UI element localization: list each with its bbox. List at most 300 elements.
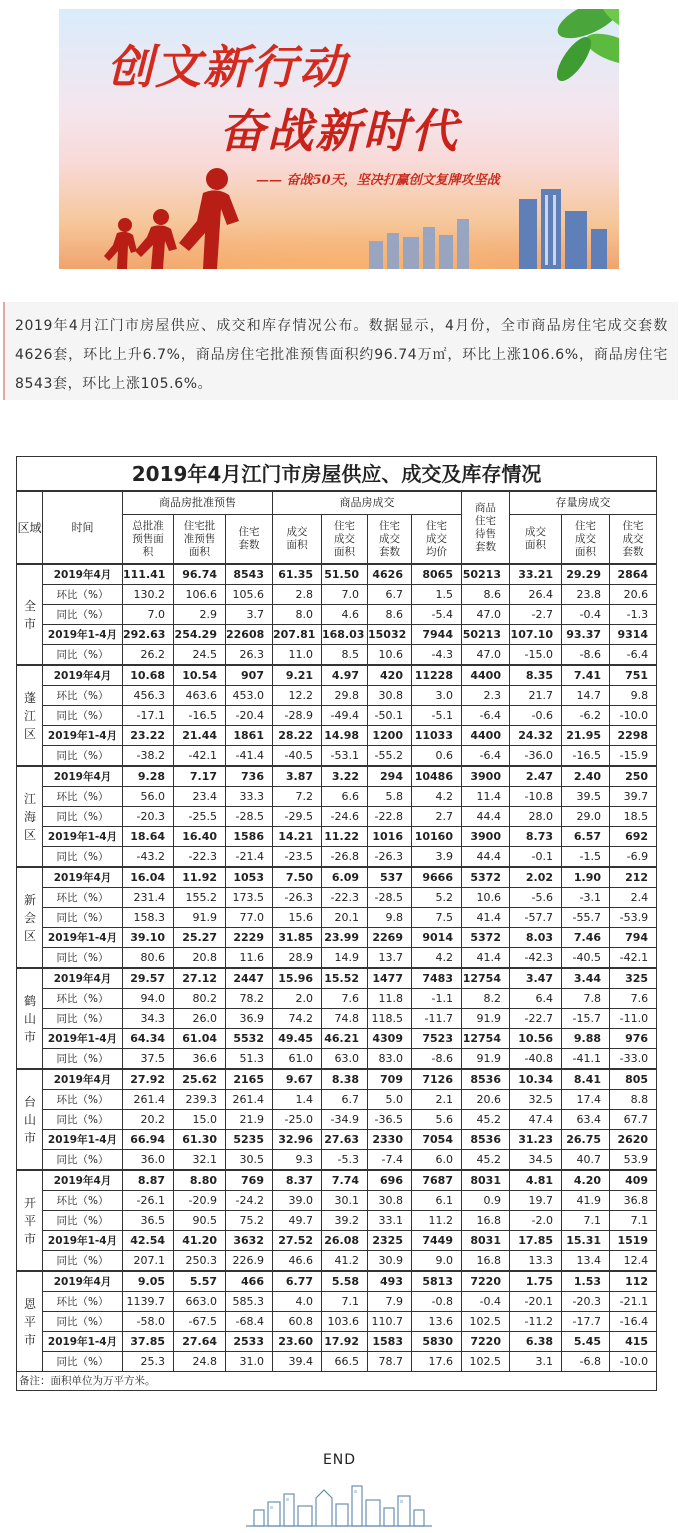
value-cell: 692: [610, 827, 657, 847]
value-cell: 2864: [610, 564, 657, 585]
value-cell: 9.8: [368, 908, 412, 928]
value-cell: 7.8: [562, 989, 610, 1009]
value-cell: 10.56: [510, 1029, 562, 1049]
value-cell: -17.7: [562, 1312, 610, 1332]
table-row: [17, 1312, 657, 1332]
value-cell: 0.6: [412, 746, 462, 767]
table-row: [17, 1332, 657, 1352]
value-cell: -15.9: [610, 746, 657, 767]
region-cell: 新会区: [17, 867, 43, 968]
value-cell: 21.9: [226, 1110, 273, 1130]
value-cell: 21.7: [510, 686, 562, 706]
value-cell: 130.2: [123, 585, 174, 605]
header-col: 住宅批准预售面积: [174, 515, 226, 565]
value-cell: 30.9: [368, 1251, 412, 1272]
value-cell: -3.1: [562, 888, 610, 908]
value-cell: 67.7: [610, 1110, 657, 1130]
value-cell: 6.57: [562, 827, 610, 847]
value-cell: 91.9: [462, 1049, 510, 1070]
value-cell: 105.6: [226, 585, 273, 605]
value-cell: 4626: [368, 564, 412, 585]
value-cell: 8.87: [123, 1170, 174, 1191]
value-cell: -38.2: [123, 746, 174, 767]
banner-image: [59, 9, 619, 269]
value-cell: 25.27: [174, 928, 226, 948]
value-cell: -20.3: [123, 807, 174, 827]
value-cell: -0.8: [412, 1292, 462, 1312]
row-label: 同比（%）: [43, 1049, 123, 1070]
value-cell: 7.6: [610, 989, 657, 1009]
value-cell: -20.1: [510, 1292, 562, 1312]
value-cell: 4.2: [412, 948, 462, 969]
value-cell: 11.4: [462, 787, 510, 807]
value-cell: 36.5: [123, 1211, 174, 1231]
value-cell: 3.47: [510, 968, 562, 989]
value-cell: 1.75: [510, 1271, 562, 1292]
row-label: 2019年4月: [43, 564, 123, 585]
value-cell: 36.8: [610, 1191, 657, 1211]
value-cell: 463.6: [174, 686, 226, 706]
value-cell: 8.6: [368, 605, 412, 625]
value-cell: -25.5: [174, 807, 226, 827]
value-cell: 25.3: [123, 1352, 174, 1372]
value-cell: -20.4: [226, 706, 273, 726]
intro-box: [3, 302, 678, 400]
value-cell: 7.6: [322, 989, 368, 1009]
value-cell: 16.8: [462, 1251, 510, 1272]
header-col: 住宅套数: [226, 515, 273, 565]
value-cell: -11.7: [412, 1009, 462, 1029]
value-cell: -17.1: [123, 706, 174, 726]
value-cell: 66.94: [123, 1130, 174, 1150]
value-cell: -22.3: [322, 888, 368, 908]
value-cell: 7.50: [273, 867, 322, 888]
value-cell: -8.6: [562, 645, 610, 666]
value-cell: 585.3: [226, 1292, 273, 1312]
value-cell: 61.30: [174, 1130, 226, 1150]
table-row: [17, 1090, 657, 1110]
row-label: 环比（%）: [43, 989, 123, 1009]
value-cell: 46.21: [322, 1029, 368, 1049]
row-label: 2019年1-4月: [43, 928, 123, 948]
table-row: [17, 888, 657, 908]
value-cell: 39.4: [273, 1352, 322, 1372]
value-cell: -5.1: [412, 706, 462, 726]
value-cell: -10.0: [610, 1352, 657, 1372]
value-cell: 7.1: [610, 1211, 657, 1231]
table-row: [17, 1352, 657, 1372]
value-cell: 45.2: [462, 1150, 510, 1171]
table-title: 2019年4月江门市房屋供应、成交及库存情况: [17, 457, 657, 492]
leaf-icon: [519, 9, 619, 99]
value-cell: 106.6: [174, 585, 226, 605]
value-cell: 261.4: [226, 1090, 273, 1110]
row-label: 2019年4月: [43, 867, 123, 888]
value-cell: 8065: [412, 564, 462, 585]
value-cell: 751: [610, 665, 657, 686]
value-cell: -8.6: [412, 1049, 462, 1070]
value-cell: 1586: [226, 827, 273, 847]
value-cell: 8.5: [322, 645, 368, 666]
value-cell: -22.7: [510, 1009, 562, 1029]
value-cell: 90.5: [174, 1211, 226, 1231]
value-cell: 2298: [610, 726, 657, 746]
value-cell: 12.4: [610, 1251, 657, 1272]
value-cell: 5372: [462, 867, 510, 888]
value-cell: -22.3: [174, 847, 226, 868]
value-cell: -42.3: [510, 948, 562, 969]
value-cell: 77.0: [226, 908, 273, 928]
value-cell: 37.85: [123, 1332, 174, 1352]
table-row: [17, 1029, 657, 1049]
value-cell: 9.88: [562, 1029, 610, 1049]
table-row: [17, 847, 657, 868]
value-cell: -6.9: [610, 847, 657, 868]
value-cell: 207.81: [273, 625, 322, 645]
value-cell: -15.0: [510, 645, 562, 666]
value-cell: 537: [368, 867, 412, 888]
value-cell: -6.4: [610, 645, 657, 666]
value-cell: 0.9: [462, 1191, 510, 1211]
header-group-deal: 商品房成交: [273, 491, 462, 515]
value-cell: 50213: [462, 564, 510, 585]
value-cell: -67.5: [174, 1312, 226, 1332]
row-label: 同比（%）: [43, 948, 123, 969]
value-cell: 16.8: [462, 1211, 510, 1231]
value-cell: 11.6: [226, 948, 273, 969]
value-cell: -23.5: [273, 847, 322, 868]
value-cell: 11.0: [273, 645, 322, 666]
value-cell: 7.0: [322, 585, 368, 605]
region-cell: 台山市: [17, 1069, 43, 1170]
row-label: 2019年1-4月: [43, 1029, 123, 1049]
table-row: [17, 928, 657, 948]
value-cell: -11.0: [610, 1009, 657, 1029]
value-cell: 7.2: [273, 787, 322, 807]
value-cell: 212: [610, 867, 657, 888]
value-cell: 118.5: [368, 1009, 412, 1029]
value-cell: -26.1: [123, 1191, 174, 1211]
value-cell: 1.53: [562, 1271, 610, 1292]
value-cell: 26.08: [322, 1231, 368, 1251]
table-row: [17, 746, 657, 767]
value-cell: 4400: [462, 726, 510, 746]
value-cell: 40.7: [562, 1150, 610, 1171]
value-cell: -5.4: [412, 605, 462, 625]
table-row: [17, 686, 657, 706]
value-cell: 30.8: [368, 686, 412, 706]
value-cell: 110.7: [368, 1312, 412, 1332]
row-label: 同比（%）: [43, 645, 123, 666]
value-cell: 23.22: [123, 726, 174, 746]
table-body: [17, 564, 657, 1372]
value-cell: 8543: [226, 564, 273, 585]
value-cell: 102.5: [462, 1312, 510, 1332]
value-cell: -2.0: [510, 1211, 562, 1231]
value-cell: 66.5: [322, 1352, 368, 1372]
value-cell: 10.6: [462, 888, 510, 908]
value-cell: 27.63: [322, 1130, 368, 1150]
value-cell: 4.0: [273, 1292, 322, 1312]
value-cell: 36.6: [174, 1049, 226, 1070]
value-cell: 6.1: [412, 1191, 462, 1211]
value-cell: 8.03: [510, 928, 562, 948]
table-row: [17, 1170, 657, 1191]
header-col: 总批准预售面积: [123, 515, 174, 565]
value-cell: 2269: [368, 928, 412, 948]
value-cell: 26.3: [226, 645, 273, 666]
value-cell: 2.02: [510, 867, 562, 888]
value-cell: -34.9: [322, 1110, 368, 1130]
value-cell: -24.2: [226, 1191, 273, 1211]
value-cell: 3.44: [562, 968, 610, 989]
value-cell: 41.4: [462, 908, 510, 928]
value-cell: 33.3: [226, 787, 273, 807]
value-cell: 15.96: [273, 968, 322, 989]
value-cell: 39.0: [273, 1191, 322, 1211]
value-cell: -4.3: [412, 645, 462, 666]
value-cell: 2.1: [412, 1090, 462, 1110]
row-label: 环比（%）: [43, 1090, 123, 1110]
value-cell: 28.9: [273, 948, 322, 969]
value-cell: 14.7: [562, 686, 610, 706]
header-group-stock: 存量房成交: [510, 491, 657, 515]
header-col: 住宅成交套数: [610, 515, 657, 565]
row-label: 2019年1-4月: [43, 827, 123, 847]
value-cell: 696: [368, 1170, 412, 1191]
value-cell: 49.7: [273, 1211, 322, 1231]
value-cell: 7.1: [562, 1211, 610, 1231]
value-cell: 93.37: [562, 625, 610, 645]
value-cell: 30.1: [322, 1191, 368, 1211]
value-cell: 13.6: [412, 1312, 462, 1332]
value-cell: -25.0: [273, 1110, 322, 1130]
value-cell: 9314: [610, 625, 657, 645]
value-cell: 18.64: [123, 827, 174, 847]
value-cell: 1.5: [412, 585, 462, 605]
value-cell: 4.97: [322, 665, 368, 686]
table-row: [17, 1009, 657, 1029]
value-cell: 8.8: [610, 1090, 657, 1110]
value-cell: 6.38: [510, 1332, 562, 1352]
value-cell: 261.4: [123, 1090, 174, 1110]
value-cell: -1.5: [562, 847, 610, 868]
row-label: 环比（%）: [43, 787, 123, 807]
value-cell: 6.7: [368, 585, 412, 605]
table-row: [17, 625, 657, 645]
value-cell: 20.2: [123, 1110, 174, 1130]
value-cell: 1519: [610, 1231, 657, 1251]
header-group-presale: 商品房批准预售: [123, 491, 273, 515]
value-cell: 9.8: [610, 686, 657, 706]
value-cell: 17.6: [412, 1352, 462, 1372]
value-cell: -1.3: [610, 605, 657, 625]
value-cell: 26.2: [123, 645, 174, 666]
value-cell: -0.4: [462, 1292, 510, 1312]
runners-silhouette-icon: [99, 159, 269, 269]
value-cell: 12754: [462, 1029, 510, 1049]
value-cell: -55.7: [562, 908, 610, 928]
value-cell: 1200: [368, 726, 412, 746]
value-cell: 2620: [610, 1130, 657, 1150]
row-label: 同比（%）: [43, 1009, 123, 1029]
value-cell: 2.8: [273, 585, 322, 605]
value-cell: -40.5: [562, 948, 610, 969]
value-cell: 250: [610, 766, 657, 787]
value-cell: 83.0: [368, 1049, 412, 1070]
value-cell: 91.9: [462, 1009, 510, 1029]
value-cell: 5830: [412, 1332, 462, 1352]
value-cell: 47.0: [462, 645, 510, 666]
row-label: 2019年4月: [43, 766, 123, 787]
value-cell: 2.3: [462, 686, 510, 706]
value-cell: -7.4: [368, 1150, 412, 1171]
value-cell: 18.5: [610, 807, 657, 827]
value-cell: 409: [610, 1170, 657, 1191]
value-cell: 294: [368, 766, 412, 787]
value-cell: 9.21: [273, 665, 322, 686]
value-cell: -5.6: [510, 888, 562, 908]
value-cell: 5235: [226, 1130, 273, 1150]
value-cell: 736: [226, 766, 273, 787]
value-cell: 29.8: [322, 686, 368, 706]
value-cell: 13.3: [510, 1251, 562, 1272]
value-cell: 26.0: [174, 1009, 226, 1029]
value-cell: 63.0: [322, 1049, 368, 1070]
value-cell: 8.80: [174, 1170, 226, 1191]
value-cell: 8.2: [462, 989, 510, 1009]
value-cell: 6.4: [510, 989, 562, 1009]
value-cell: 27.64: [174, 1332, 226, 1352]
value-cell: 25.62: [174, 1069, 226, 1090]
value-cell: -16.5: [562, 746, 610, 767]
value-cell: -57.7: [510, 908, 562, 928]
value-cell: 9014: [412, 928, 462, 948]
value-cell: 2533: [226, 1332, 273, 1352]
value-cell: 976: [610, 1029, 657, 1049]
table-row: [17, 908, 657, 928]
value-cell: 453.0: [226, 686, 273, 706]
value-cell: 5813: [412, 1271, 462, 1292]
value-cell: 80.2: [174, 989, 226, 1009]
value-cell: 8.41: [562, 1069, 610, 1090]
value-cell: 907: [226, 665, 273, 686]
value-cell: 15.0: [174, 1110, 226, 1130]
value-cell: 14.98: [322, 726, 368, 746]
value-cell: 3.9: [412, 847, 462, 868]
value-cell: -26.3: [368, 847, 412, 868]
value-cell: 207.1: [123, 1251, 174, 1272]
header-col: 住宅成交均价: [412, 515, 462, 565]
value-cell: -33.0: [610, 1049, 657, 1070]
value-cell: -41.1: [562, 1049, 610, 1070]
row-label: 同比（%）: [43, 1312, 123, 1332]
value-cell: -50.1: [368, 706, 412, 726]
value-cell: 61.04: [174, 1029, 226, 1049]
value-cell: -58.0: [123, 1312, 174, 1332]
row-label: 2019年1-4月: [43, 1332, 123, 1352]
value-cell: 103.6: [322, 1312, 368, 1332]
value-cell: 10160: [412, 827, 462, 847]
value-cell: 7944: [412, 625, 462, 645]
value-cell: -10.8: [510, 787, 562, 807]
value-cell: 5372: [462, 928, 510, 948]
value-cell: -2.7: [510, 605, 562, 625]
value-cell: 94.0: [123, 989, 174, 1009]
value-cell: 51.50: [322, 564, 368, 585]
table-row: [17, 1049, 657, 1070]
value-cell: 9.0: [412, 1251, 462, 1272]
value-cell: 10.68: [123, 665, 174, 686]
value-cell: 36.9: [226, 1009, 273, 1029]
value-cell: 78.2: [226, 989, 273, 1009]
value-cell: 42.54: [123, 1231, 174, 1251]
header-col: 住宅成交面积: [562, 515, 610, 565]
row-label: 同比（%）: [43, 1251, 123, 1272]
value-cell: 32.1: [174, 1150, 226, 1171]
value-cell: 8.38: [322, 1069, 368, 1090]
value-cell: 7.1: [322, 1292, 368, 1312]
row-label: 同比（%）: [43, 605, 123, 625]
table-row: [17, 807, 657, 827]
value-cell: -0.6: [510, 706, 562, 726]
value-cell: 7.74: [322, 1170, 368, 1191]
row-label: 同比（%）: [43, 746, 123, 767]
table-row: [17, 1069, 657, 1090]
value-cell: 53.9: [610, 1150, 657, 1171]
value-cell: 14.21: [273, 827, 322, 847]
value-cell: 10.54: [174, 665, 226, 686]
value-cell: 20.6: [462, 1090, 510, 1110]
value-cell: 12.2: [273, 686, 322, 706]
header-col: 住宅成交面积: [322, 515, 368, 565]
table-row: [17, 766, 657, 787]
value-cell: 158.3: [123, 908, 174, 928]
value-cell: 15032: [368, 625, 412, 645]
value-cell: 24.5: [174, 645, 226, 666]
value-cell: 17.85: [510, 1231, 562, 1251]
value-cell: -53.9: [610, 908, 657, 928]
row-label: 2019年4月: [43, 665, 123, 686]
value-cell: 7449: [412, 1231, 462, 1251]
value-cell: 39.5: [562, 787, 610, 807]
row-label: 同比（%）: [43, 847, 123, 868]
table-row: [17, 665, 657, 686]
value-cell: 3900: [462, 766, 510, 787]
value-cell: -21.4: [226, 847, 273, 868]
value-cell: 4.6: [322, 605, 368, 625]
value-cell: 5.58: [322, 1271, 368, 1292]
table-row: [17, 1211, 657, 1231]
region-cell: 蓬江区: [17, 665, 43, 766]
value-cell: 8.6: [462, 585, 510, 605]
value-cell: -26.3: [273, 888, 322, 908]
row-label: 同比（%）: [43, 807, 123, 827]
value-cell: 11.8: [368, 989, 412, 1009]
value-cell: -28.9: [273, 706, 322, 726]
value-cell: 2.7: [412, 807, 462, 827]
table-row: [17, 1251, 657, 1272]
value-cell: 29.29: [562, 564, 610, 585]
value-cell: 20.6: [610, 585, 657, 605]
region-cell: 鹤山市: [17, 968, 43, 1069]
value-cell: -49.4: [322, 706, 368, 726]
value-cell: -42.1: [610, 948, 657, 969]
value-cell: 5.2: [412, 888, 462, 908]
row-label: 同比（%）: [43, 706, 123, 726]
value-cell: 20.1: [322, 908, 368, 928]
value-cell: 8536: [462, 1130, 510, 1150]
